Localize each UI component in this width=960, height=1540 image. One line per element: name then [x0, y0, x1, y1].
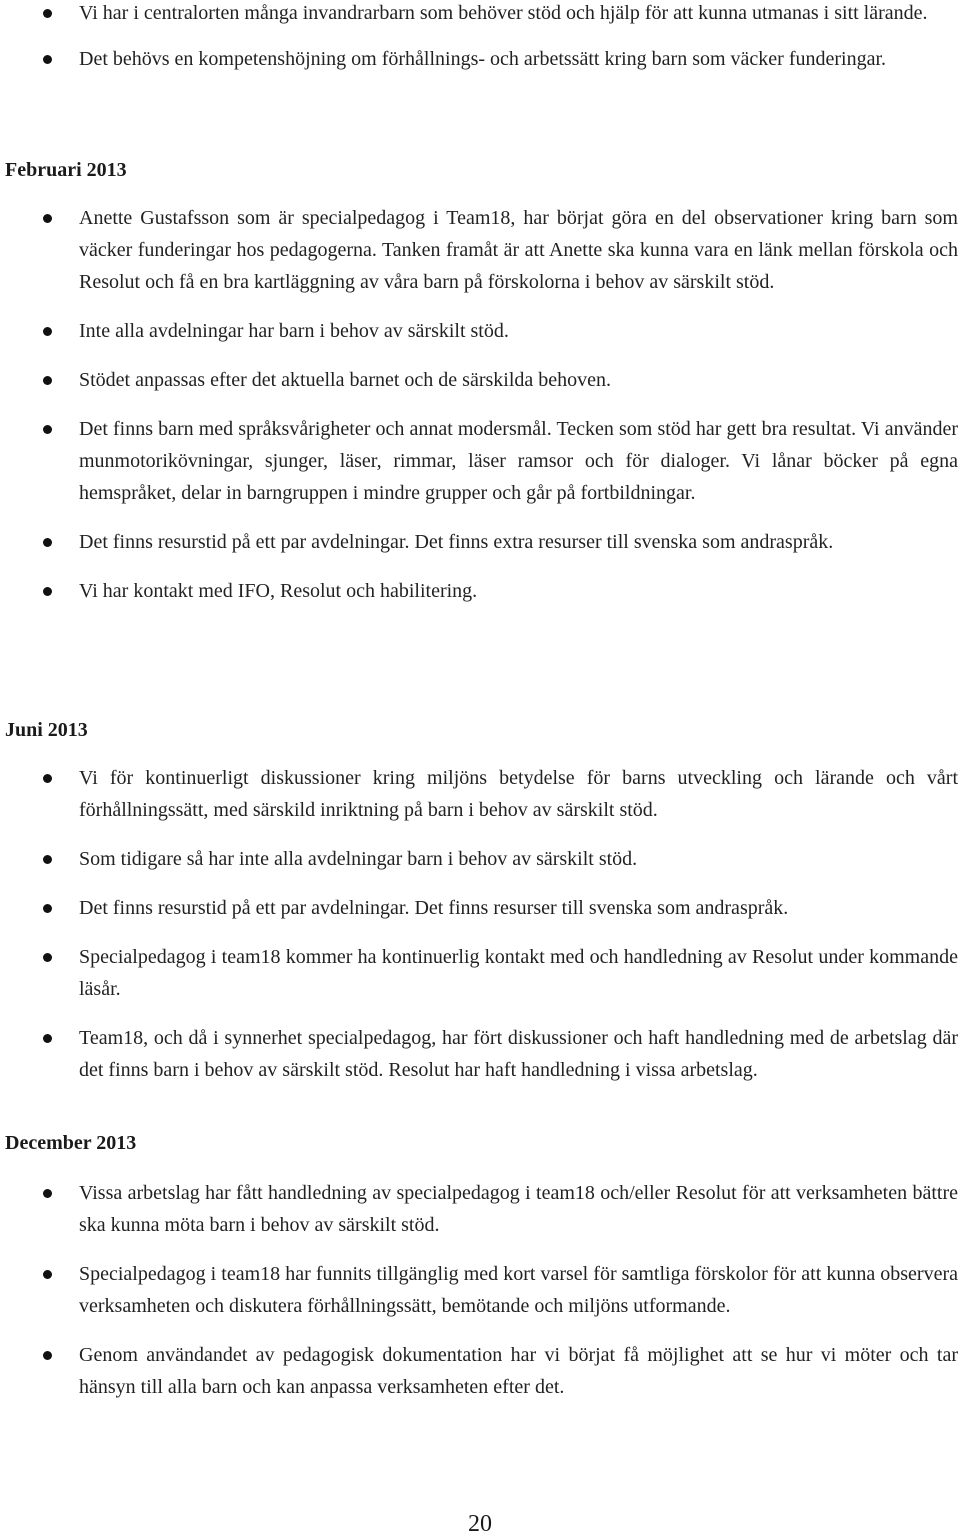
page-number: 20 [468, 1511, 492, 1537]
section-december-2013 [0, 1177, 958, 1403]
section-heading-februari-2013: Februari 2013 [5, 159, 127, 181]
list-item: Anette Gustafsson som är specialpedagog i Team18, har börjat göra en del observationer kring barn som väcker funderingar hos pedagogerna. Tanken framåt är att Anette ska kunna vara en länk mellan förskola och Resolut och få en bra kartläggning av våra barn på förskolorna i behov av särskilt stöd. [0, 202, 958, 298]
list-item: Vi för kontinuerligt diskussioner kring miljöns betydelse för barns utveckling och lärande och vårt förhållningssätt, med särskild inriktning på barn i behov av särskilt stöd. [0, 762, 958, 826]
list-item: Genom användandet av pedagogisk dokumentation har vi börjat få möjlighet att se hur vi möter och tar hänsyn till alla barn och kan anpassa verksamheten efter det. [0, 1339, 958, 1403]
list-item: Det finns barn med språksvårigheter och annat modersmål. Tecken som stöd har gett bra resultat. Vi använder munmotorikövningar, sjunger, läser, rimmar, läser ramsor och för dialoger. Vi lånar böcker på egna hemspråket, delar in barngruppen i mindre grupper och går på fortbildningar. [0, 413, 958, 509]
list-item: Vi har kontakt med IFO, Resolut och habilitering. [0, 575, 958, 607]
section-list [0, 762, 958, 1086]
list-item: Vissa arbetslag har fått handledning av specialpedagog i team18 och/eller Resolut för att verksamheten bättre ska kunna möta barn i behov av särskilt stöd. [0, 1177, 958, 1241]
list-item: Team18, och då i synnerhet specialpedagog, har fört diskussioner och haft handledning med de arbetslag där det finns barn i behov av särskilt stöd. Resolut har haft handledning i vissa arbetslag. [0, 1022, 958, 1086]
list-item: Det behövs en kompetenshöjning om förhållnings- och arbetssätt kring barn som väcker funderingar. [0, 43, 958, 75]
section-juni-2013 [0, 762, 958, 1086]
section-list [0, 202, 958, 607]
section-list [0, 1177, 958, 1403]
section-heading-juni-2013: Juni 2013 [5, 719, 88, 741]
list-item: Inte alla avdelningar har barn i behov av särskilt stöd. [0, 315, 958, 347]
list-item: Det finns resurstid på ett par avdelningar. Det finns extra resurser till svenska som andraspråk. [0, 526, 958, 558]
intro-block [0, 0, 958, 75]
section-heading-december-2013: December 2013 [5, 1132, 137, 1154]
list-item: Det finns resurstid på ett par avdelningar. Det finns resurser till svenska som andraspråk. [0, 892, 958, 924]
list-item: Som tidigare så har inte alla avdelningar barn i behov av särskilt stöd. [0, 843, 958, 875]
list-item: Vi har i centralorten många invandrarbarn som behöver stöd och hjälp för att kunna utmanas i sitt lärande. [0, 0, 958, 29]
list-item: Specialpedagog i team18 kommer ha kontinuerlig kontakt med och handledning av Resolut under kommande läsår. [0, 941, 958, 1005]
list-item: Specialpedagog i team18 har funnits tillgänglig med kort varsel för samtliga förskolor för att kunna observera verksamheten och diskutera förhållningssätt, bemötande och miljöns utformande. [0, 1258, 958, 1322]
list-item: Stödet anpassas efter det aktuella barnet och de särskilda behoven. [0, 364, 958, 396]
intro-list [0, 0, 958, 75]
section-februari-2013 [0, 202, 958, 607]
